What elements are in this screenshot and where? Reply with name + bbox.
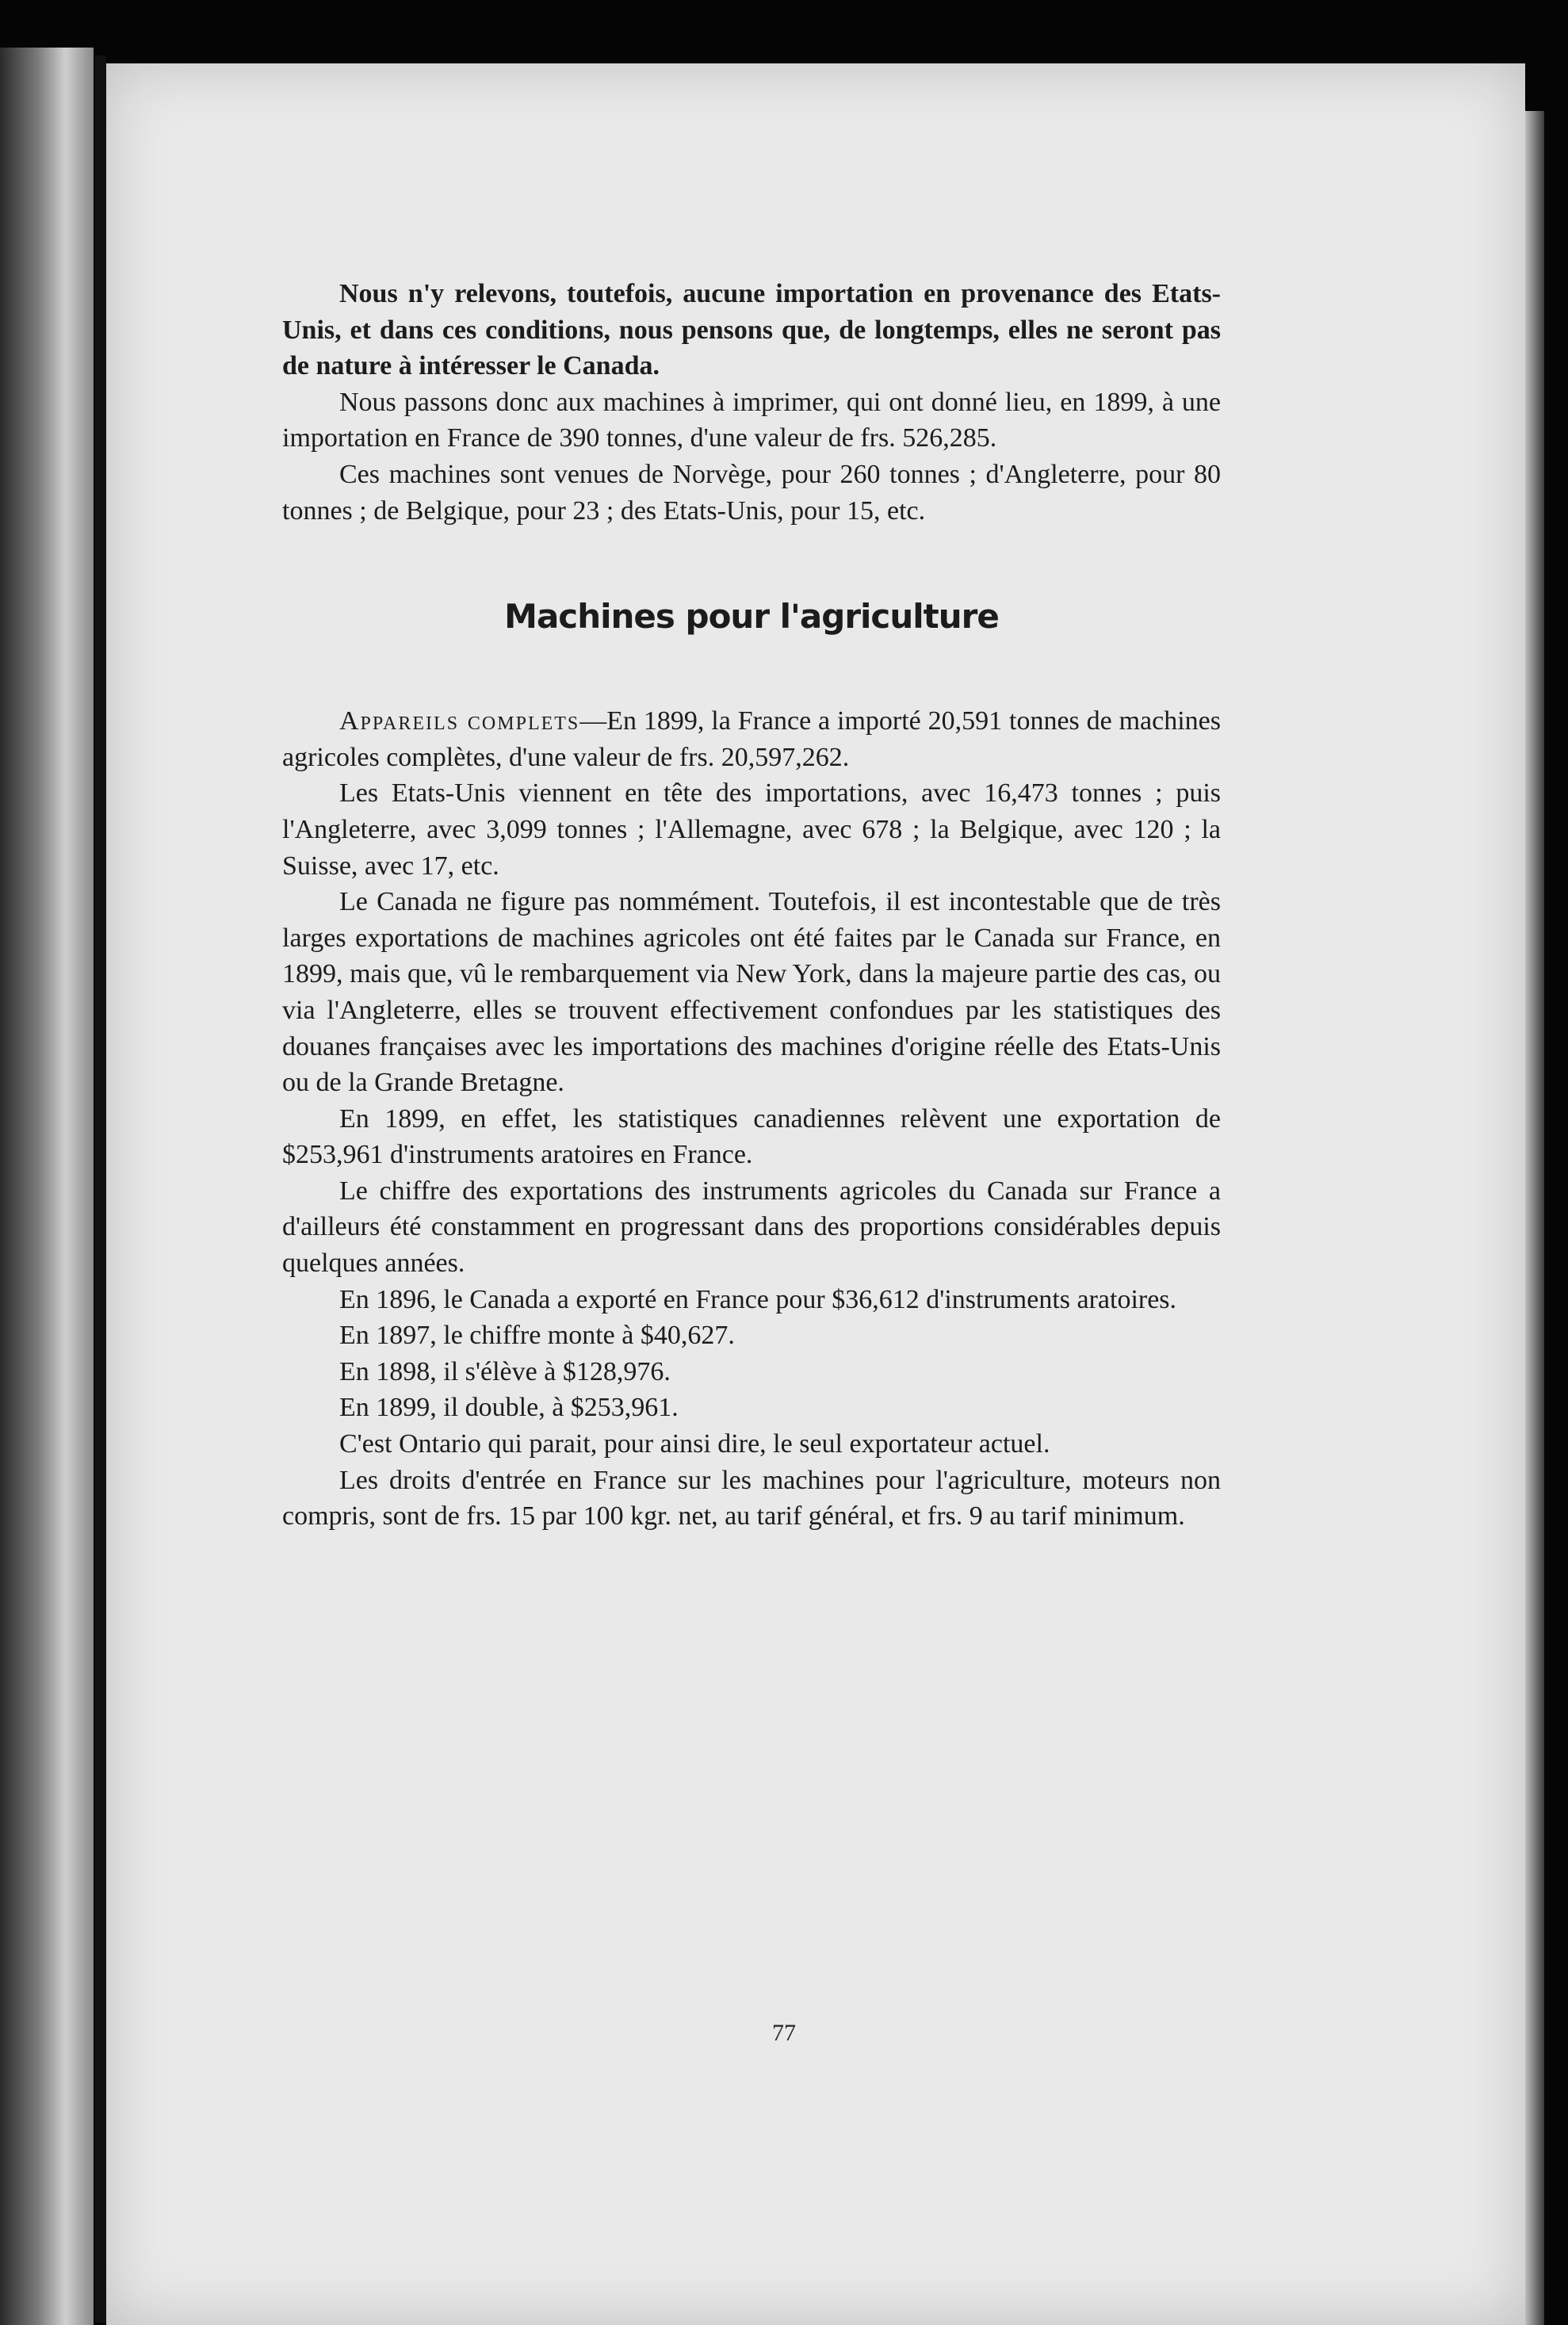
paragraph-ontario: C'est Ontario qui parait, pour ainsi dire, le seul exportateur actuel. — [339, 1429, 1050, 1459]
paragraph-canada: Le Canada ne figure pas nommément. Toutefois, il est incontestable que de très larges exportations de machines agricoles ont été faites par le Canada sur France, en 1899, mais que, vû le rembarquement via New York, dans la majeure partie des cas, ou via l'Angleterre, elles se trouvent effectivement confondues par les statistiques des douanes françaises avec les importations des machines d'origine réelle des Etats-Unis ou de la Grande Bretagne. — [282, 887, 1221, 1098]
paragraph-1896: En 1896, le Canada a exporté en France pour $36,612 d'instruments aratoires. — [339, 1284, 1177, 1314]
left-page-edge — [0, 48, 94, 2325]
paragraph-3: Ces machines sont venues de Norvège, pour 260 tonnes ; d'Angleterre, pour 80 tonnes ; de Belgique, pour 23 ; des Etats-Unis, pour 15, etc. — [282, 459, 1221, 526]
paragraph-1897: En 1897, le chiffre monte à $40,627. — [339, 1321, 735, 1351]
paragraph-lead: Appareils complets — [339, 706, 580, 736]
paragraph-lead-rest: —En 1899, la France a importé 20,591 tonnes de machines agricoles complètes, d'une valeur de frs. 20,597,262. — [282, 706, 1221, 772]
paragraph-appareils — [282, 703, 1221, 775]
paragraph-1898: En 1898, il s'élève à $128,976. — [339, 1356, 671, 1386]
page-number: 77 — [772, 2020, 796, 2046]
section-heading: Machines pour l'agriculture — [504, 597, 999, 637]
paragraph-2: Nous passons donc aux machines à imprimer, qui ont donné lieu, en 1899, à une importation en France de 390 tonnes, d'une valeur de frs. 526,285. — [282, 387, 1221, 453]
paragraph-1: Nous n'y relevons, toutefois, aucune importation en provenance des Etats-Unis, et dans ces conditions, nous pensons que, de longtemps, elles ne seront pas de nature à intéresser le Canada. — [282, 279, 1221, 381]
page-right-edge — [1525, 111, 1544, 2325]
paragraph-droits: Les droits d'entrée en France sur les machines pour l'agriculture, moteurs non compris, sont de frs. 15 par 100 kgr. net, au tarif général, et frs. 9 au tarif minimum. — [282, 1465, 1221, 1532]
book-spine — [95, 55, 106, 2323]
paragraph-1899: En 1899, en effet, les statistiques canadiennes relèvent une exportation de $253,961 d'instruments aratoires en France. — [282, 1103, 1221, 1170]
paragraph-importations: Les Etats-Unis viennent en tête des importations, avec 16,473 tonnes ; puis l'Angleterre, avec 3,099 tonnes ; l'Allemagne, avec 678 ; la Belgique, avec 120 ; la Suisse, avec 17, etc. — [282, 778, 1221, 881]
page-text — [282, 276, 1221, 1535]
paragraph-1899-double: En 1899, il double, à $253,961. — [339, 1393, 679, 1423]
paragraph-chiffre: Le chiffre des exportations des instruments agricoles du Canada sur France a d'ailleurs été constamment en progressant dans des proportions considérables depuis quelques années. — [282, 1176, 1221, 1279]
